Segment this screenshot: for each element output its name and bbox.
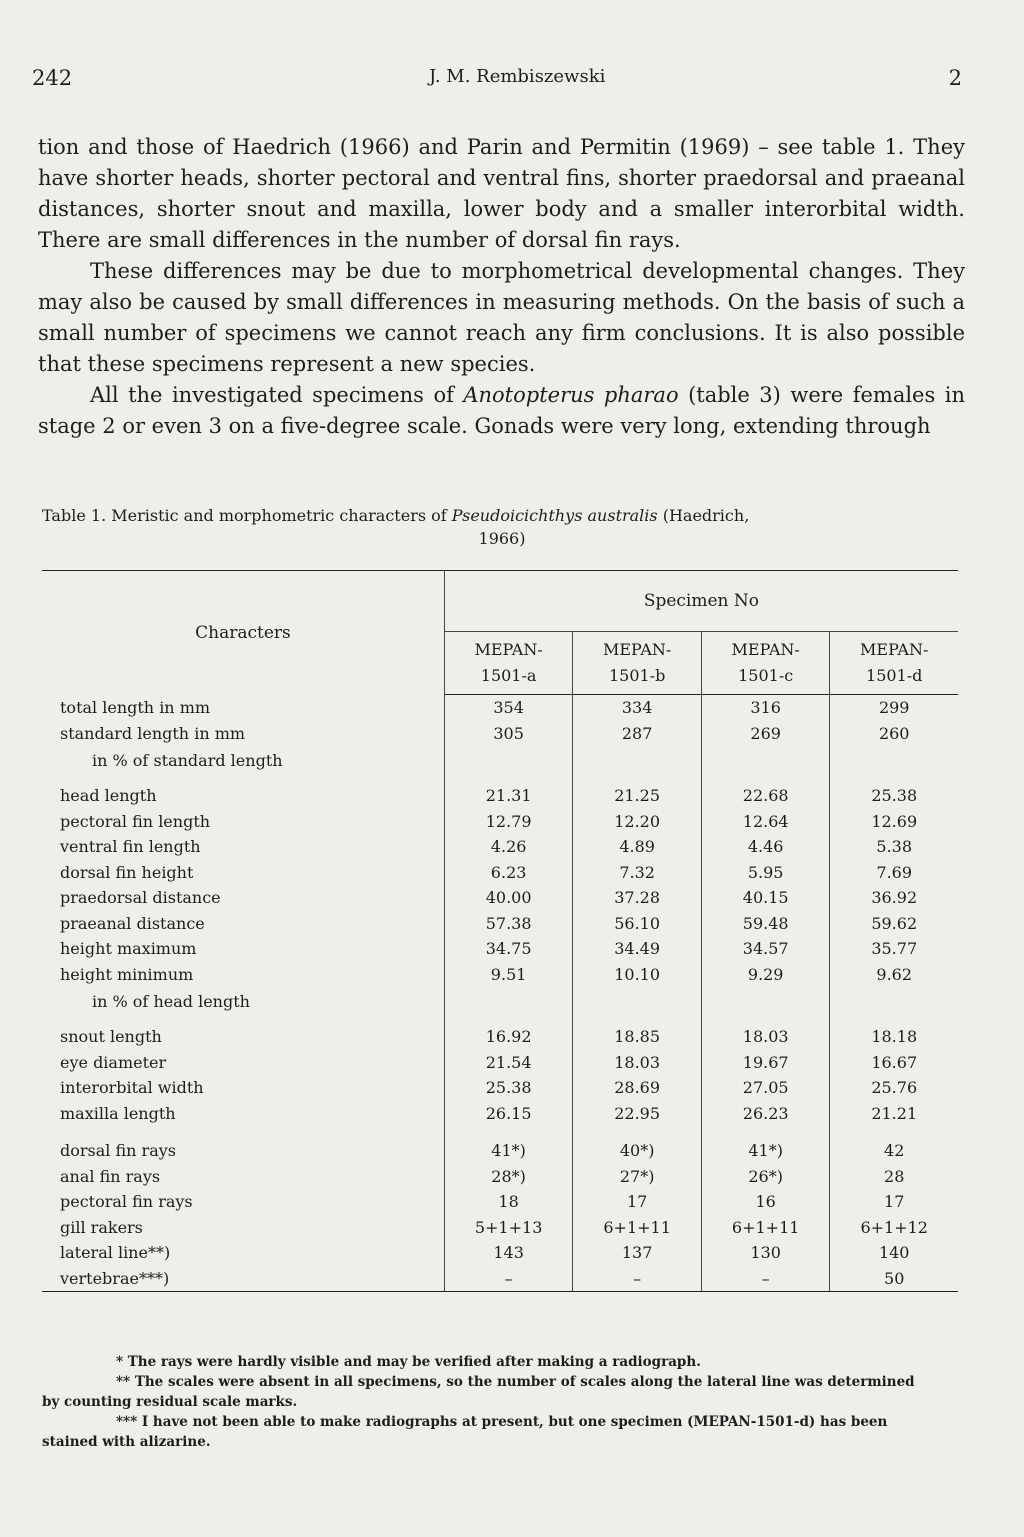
section-row [42, 987, 958, 1024]
row-label: dorsal fin height [42, 860, 444, 886]
value-cell: 299 [878, 698, 910, 717]
table-row [42, 1215, 958, 1241]
running-header [32, 66, 962, 96]
table-row [42, 695, 958, 721]
empty-cell [830, 746, 958, 783]
value-cell: 50 [830, 1266, 958, 1292]
row-label: praedorsal distance [42, 885, 444, 911]
empty-cell [573, 987, 702, 1024]
value-cell: 34.75 [444, 936, 573, 962]
paragraph-3-end: (table 3) were females in stage 2 or even 3 on a five-degree scale. Gonads were very long, extending through [38, 383, 965, 438]
value-cell: 34.57 [701, 936, 830, 962]
table-row [42, 1024, 958, 1050]
author-name: J. M. Rembiszewski [429, 66, 606, 87]
value-cell: 316 [701, 695, 830, 721]
table-row [42, 783, 958, 809]
paragraph-1: tion and those of Haedrich (1966) and Parin and Permitin (1969) – see table 1. They have shorter heads, shorter pectoral and ventral fins, shorter praedorsal and praeanal distances, shorter snout and maxilla, lower body and a smaller interorbital width. There are small differences in the number of dorsal fin rays. [38, 135, 965, 252]
table-row [42, 1266, 958, 1292]
value-cell: 27*) [573, 1164, 702, 1190]
value-cell: 22.68 [701, 783, 830, 809]
spacer-row [42, 1126, 958, 1138]
column-header-line: MEPAN- [731, 640, 800, 659]
column-header-line: 1501-b [608, 666, 666, 685]
column-header-line: MEPAN- [474, 640, 543, 659]
value-cell: 18.85 [573, 1024, 702, 1050]
column-header-line: MEPAN- [860, 640, 929, 659]
row-label: standard length in mm [42, 721, 444, 747]
row-label: anal fin rays [42, 1164, 444, 1190]
table-row [42, 809, 958, 835]
spacer-cell [42, 1126, 444, 1138]
value-cell: 12.64 [701, 809, 830, 835]
value-cell: – [701, 1266, 830, 1292]
value-cell: 354 [444, 695, 573, 721]
row-label: pectoral fin length [42, 809, 444, 835]
table-row [42, 1240, 958, 1266]
value-cell: – [444, 1266, 573, 1292]
value-cell: 17 [884, 1192, 905, 1211]
value-cell: 6+1+11 [573, 1215, 702, 1241]
row-label: vertebrae***) [42, 1266, 444, 1292]
value-cell: 27.05 [701, 1075, 830, 1101]
value-cell: 12.69 [871, 811, 918, 831]
table-row [42, 962, 958, 988]
value-cell: 269 [701, 721, 830, 747]
value-cell: 37.28 [573, 885, 702, 911]
footnote-2-line-1: ** The scales were absent in all specimens, so the number of scales along the lateral line was determined [116, 1374, 915, 1390]
row-label: gill rakers [42, 1215, 444, 1241]
empty-cell [444, 746, 573, 783]
value-cell: 26.15 [444, 1101, 573, 1127]
row-label: pectoral fin rays [42, 1189, 444, 1215]
footnotes [42, 1352, 962, 1452]
row-label: height maximum [42, 936, 444, 962]
value-cell: 6.23 [444, 860, 573, 886]
value-cell: 42 [884, 1141, 905, 1160]
row-label: height minimum [42, 962, 444, 988]
value-cell: 40.15 [701, 885, 830, 911]
value-cell: 137 [573, 1240, 702, 1266]
value-cell: 10.10 [573, 962, 702, 988]
empty-cell [444, 987, 573, 1024]
value-cell: 57.38 [444, 911, 573, 937]
row-label: ventral fin length [42, 834, 444, 860]
table-body [42, 695, 958, 1292]
value-cell: 40.00 [444, 885, 573, 911]
column-header-d [830, 632, 958, 695]
body-text [38, 132, 965, 442]
caption-label: Table 1. Meristic and morphometric characters of [42, 506, 452, 525]
value-cell: 18.18 [871, 1027, 918, 1046]
value-cell: 12.79 [444, 809, 573, 835]
value-cell: 7.69 [876, 862, 913, 882]
value-cell: 21.54 [444, 1050, 573, 1076]
value-cell: 41*) [701, 1138, 830, 1164]
value-cell: 59.48 [701, 911, 830, 937]
value-cell: 25.76 [871, 1078, 918, 1097]
species-name: Anotopterus pharao [463, 383, 679, 407]
value-cell: – [573, 1266, 702, 1292]
row-label: lateral line**) [42, 1240, 444, 1266]
value-cell: 59.62 [871, 913, 918, 933]
table-row [42, 1189, 958, 1215]
value-cell: 140 [878, 1243, 910, 1262]
value-cell: 21.31 [444, 783, 573, 809]
value-cell: 26*) [701, 1164, 830, 1190]
column-header-line: 1501-c [738, 666, 794, 685]
value-cell: 26.23 [701, 1101, 830, 1127]
spacer-cell [444, 1126, 573, 1138]
empty-cell [830, 987, 958, 1024]
value-cell: 9.62 [876, 964, 913, 984]
value-cell: 19.67 [701, 1050, 830, 1076]
value-cell: 143 [444, 1240, 573, 1266]
value-cell: 28 [884, 1166, 905, 1186]
value-cell: 16.92 [444, 1024, 573, 1050]
value-cell: 6+1+11 [701, 1215, 830, 1241]
value-cell: 40*) [573, 1138, 702, 1164]
characters-header: Characters [42, 571, 444, 695]
value-cell: 4.46 [701, 834, 830, 860]
empty-cell [701, 746, 830, 783]
table-row [42, 885, 958, 911]
value-cell: 287 [573, 721, 702, 747]
table-row [42, 721, 958, 747]
value-cell: 12.20 [573, 809, 702, 835]
value-cell: 18 [444, 1189, 573, 1215]
specimen-header: Specimen No [444, 571, 958, 632]
value-cell: 35.77 [871, 939, 918, 958]
row-label: praeanal distance [42, 911, 444, 937]
spacer-cell [573, 1126, 702, 1138]
column-header-line: 1501-a [480, 666, 537, 685]
table-row [42, 1050, 958, 1076]
table-row [42, 1101, 958, 1127]
value-cell: 41*) [444, 1138, 573, 1164]
table-row [42, 860, 958, 886]
row-label: dorsal fin rays [42, 1138, 444, 1164]
value-cell: 25.38 [444, 1075, 573, 1101]
value-cell: 305 [444, 721, 573, 747]
paragraph-3 [38, 380, 965, 442]
footnote-3-line-1: *** I have not been able to make radiographs at present, but one specimen (MEPAN-1501-d) has been [116, 1414, 888, 1430]
column-header-b [573, 632, 702, 695]
table-row [42, 834, 958, 860]
meristic-table [42, 570, 958, 1292]
table-caption [42, 504, 962, 550]
value-cell: 260 [878, 723, 910, 743]
row-label: head length [42, 783, 444, 809]
value-cell: 36.92 [871, 888, 918, 907]
value-cell: 18.03 [573, 1050, 702, 1076]
value-cell: 21.21 [871, 1103, 918, 1123]
column-header-line: 1501-d [866, 666, 923, 685]
value-cell: 130 [701, 1240, 830, 1266]
table-row [42, 1164, 958, 1190]
side-number: 2 [948, 66, 962, 90]
paragraph-2: These differences may be due to morphometrical developmental changes. They may also be caused by small differences in measuring methods. On the basis of such a small number of specimens we cannot reach any firm conclusions. It is also possible that these specimens represent a new species. [38, 259, 965, 376]
section-label: in % of standard length [42, 746, 444, 783]
spacer-cell [701, 1126, 830, 1138]
paragraph-3-start: All the investigated specimens of [90, 383, 464, 407]
spacer-cell [830, 1126, 958, 1138]
table-row [42, 1075, 958, 1101]
value-cell: 56.10 [573, 911, 702, 937]
table-row [42, 1138, 958, 1164]
value-cell: 25.38 [871, 786, 918, 805]
column-header-c [701, 632, 830, 695]
value-cell: 4.26 [444, 834, 573, 860]
value-cell: 6+1+12 [860, 1217, 928, 1237]
value-cell: 5+1+13 [444, 1215, 573, 1241]
value-cell: 5.95 [701, 860, 830, 886]
caption-species: Pseudoicichthys australis [451, 506, 658, 525]
value-cell: 22.95 [573, 1101, 702, 1127]
value-cell: 9.51 [444, 962, 573, 988]
value-cell: 18.03 [701, 1024, 830, 1050]
value-cell: 4.89 [573, 834, 702, 860]
value-cell: 34.49 [573, 936, 702, 962]
footnote-1: * The rays were hardly visible and may be verified after making a radiograph. [116, 1354, 701, 1370]
column-header-a [444, 632, 573, 695]
value-cell: 28*) [444, 1164, 573, 1190]
value-cell: 17 [573, 1189, 702, 1215]
page-number: 242 [32, 66, 73, 90]
value-cell: 7.32 [573, 860, 702, 886]
row-label: snout length [42, 1024, 444, 1050]
row-label: eye diameter [42, 1050, 444, 1076]
empty-cell [701, 987, 830, 1024]
table-row [42, 936, 958, 962]
caption-year: 1966) [478, 529, 526, 548]
column-header-line: MEPAN- [602, 640, 672, 659]
caption-author: (Haedrich, [657, 506, 750, 525]
footnote-3-line-2: stained with alizarine. [42, 1434, 211, 1450]
section-row [42, 746, 958, 783]
table-row [42, 911, 958, 937]
row-label: maxilla length [42, 1101, 444, 1127]
value-cell: 16 [701, 1189, 830, 1215]
empty-cell [573, 746, 702, 783]
value-cell: 21.25 [573, 783, 702, 809]
section-label: in % of head length [42, 987, 444, 1024]
value-cell: 9.29 [701, 962, 830, 988]
value-cell: 16.67 [871, 1052, 918, 1072]
row-label: interorbital width [42, 1075, 444, 1101]
footnote-2-line-2: by counting residual scale marks. [42, 1394, 298, 1410]
value-cell: 28.69 [573, 1075, 702, 1101]
value-cell: 334 [573, 695, 702, 721]
row-label: total length in mm [42, 695, 444, 721]
value-cell: 5.38 [876, 837, 913, 856]
